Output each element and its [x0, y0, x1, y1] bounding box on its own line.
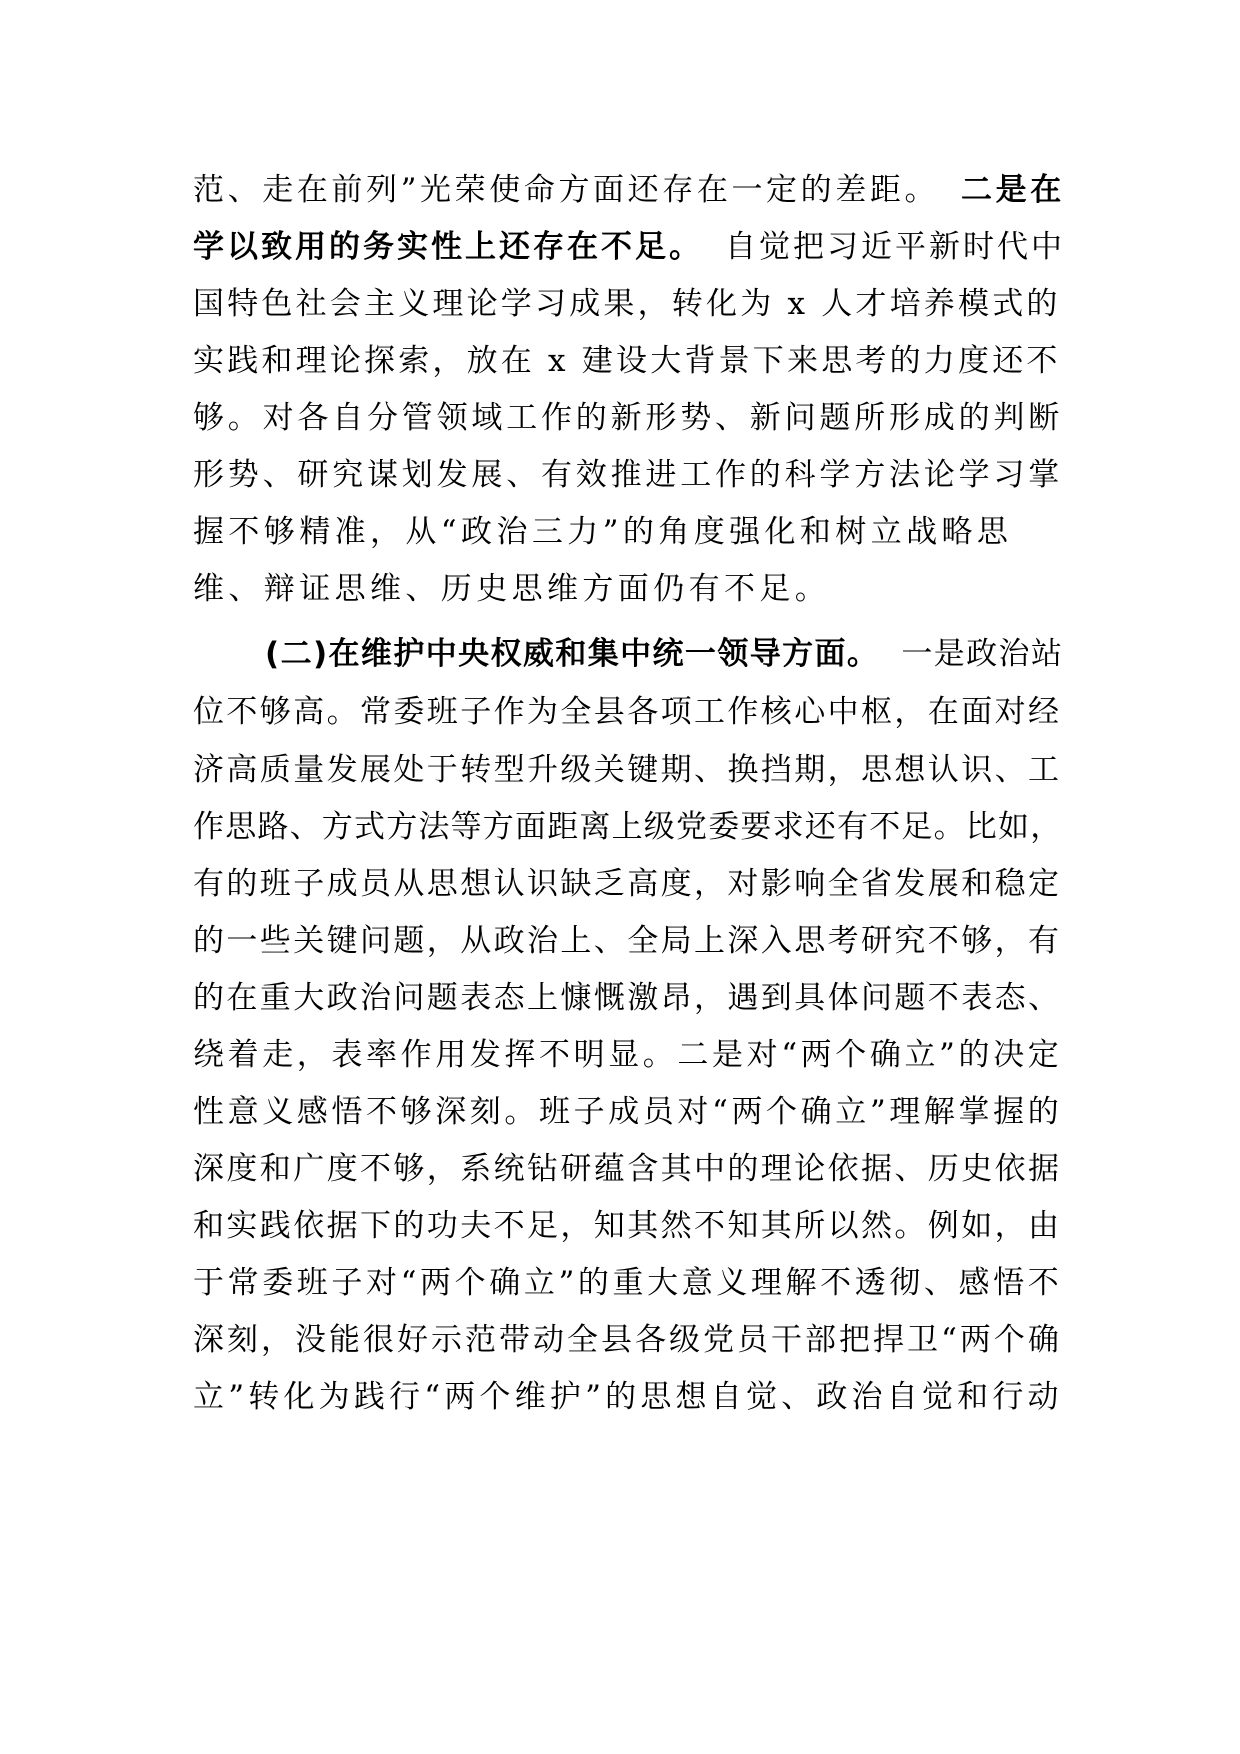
text-line: 济高质量发展处于转型升级关键期、换挡期，思想认识、工 — [193, 752, 1062, 788]
text-line: 立”转化为践行“两个维护”的思想自觉、政治自觉和行动 — [193, 1379, 1063, 1415]
text-run: 范、走在前列”光荣使命方面还存在一定的差距。 — [193, 172, 940, 208]
text-line: 实践和理论探索，放在 x 建设大背景下来思考的力度还不 — [193, 343, 1061, 379]
text-line: 的在重大政治问题表态上慷慨激昂，遇到具体问题不表态、 — [193, 980, 1062, 1016]
text-run: 一是政治站 — [901, 636, 1064, 672]
text-line — [193, 227, 1065, 267]
text-line: 的一些关键问题，从政治上、全局上深入思考研究不够，有 — [193, 923, 1062, 959]
text-line: 够。对各自分管领域工作的新形势、新问题所形成的判断 — [193, 400, 1063, 436]
text-line: 握不够精准，从“政治三力”的角度强化和树立战略思 — [193, 514, 1013, 550]
text-line: 国特色社会主义理论学习成果，转化为 x 人才培养模式的 — [193, 286, 1061, 322]
text-line: 维、辩证思维、历史思维方面仍有不足。 — [193, 571, 831, 607]
text-line: 深度和广度不够，系统钻研蕴含其中的理论依据、历史依据 — [193, 1151, 1062, 1187]
text-line: 性意义感悟不够深刻。班子成员对“两个确立”理解掌握的 — [193, 1094, 1063, 1130]
section-heading: (二)在维护中央权威和集中统一领导方面。 — [265, 636, 880, 672]
text-line: 于常委班子对“两个确立”的重大意义理解不透彻、感悟不 — [193, 1265, 1063, 1301]
text-line: 作思路、方式方法等方面距离上级党委要求还有不足。比如， — [193, 809, 1063, 845]
text-line: 位不够高。常委班子作为全县各项工作核心中枢，在面对经 — [193, 694, 1062, 730]
text-run: 自觉把习近平新时代中 — [725, 229, 1065, 265]
text-line: 形势、研究谋划发展、有效推进工作的科学方法论学习掌 — [193, 457, 1063, 493]
text-line: 有的班子成员从思想认识缺乏高度，对影响全省发展和稳定 — [193, 866, 1062, 902]
text-line: 深刻，没能很好示范带动全县各级党员干部把捍卫“两个确 — [193, 1322, 1062, 1358]
text-line — [193, 170, 1065, 210]
text-line: 绕着走，表率作用发挥不明显。二是对“两个确立”的决定 — [193, 1037, 1063, 1073]
bold-heading-run: 二是在 — [961, 172, 1065, 208]
bold-heading-run: 学以致用的务实性上还存在不足。 — [193, 229, 703, 265]
text-line — [265, 634, 1063, 674]
text-line: 和实践依据下的功夫不足，知其然不知其所以然。例如，由 — [193, 1208, 1062, 1244]
